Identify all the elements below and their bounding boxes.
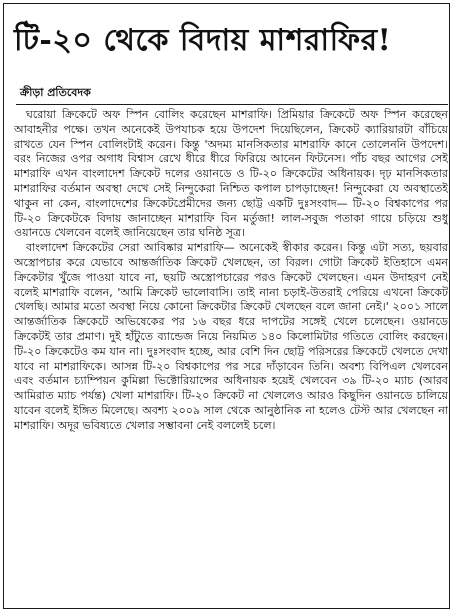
headline: টি-২০ থেকে বিদায় মাশরাফির! <box>14 23 392 58</box>
byline: ক্রীড়া প্রতিবেদক <box>20 86 91 99</box>
article-body <box>14 108 448 606</box>
article-paragraph: বাংলাদেশ ক্রিকেটের সেরা আবিষ্কার মাশরাফি— অনেকেই স্বীকার করেন। কিন্তু এটা সত্য, ছয়বার অস্ত্রোপচার করে যেভাবে আন্তর্জাতিক ক্রিকেট খেলছেন, তা বিরল। গোটা ক্রিকেট ইতিহাসে এমন ক্রিকেটার খুঁজে পাওয়া যাবে না, ছয়টি অস্ত্রোপচারের পরও ক্রিকেট খেলছেন। এমন উদাহরণ নেই বলেই মাশরাফি বলেন, 'আমি ক্রিকেট ভালোবাসি। তাই নানা চড়াই-উতরাই পেরিয়ে এখনো ক্রিকেট খেলছি। আমার মতো অবস্থা নিয়ে কোনো ক্রিকেটার ক্রিকেট খেলছেন বলে জানা নেই।' ২০০১ সালে আন্তর্জাতিক ক্রিকেটে অভিষেকের পর ১৬ বছর ধরে দাপটের সঙ্গেই খেলে চলেছেন। ওয়ানডে ক্রিকেটই তার প্রমাণ। দুই হাঁটুতে ব্যান্ডেজ নিয়ে নিয়মিত ১৪০ কিলোমিটার গতিতে বোলিং করছেন। টি-২০ ক্রিকেটেও কম যান না। দুঃসংবাদ হচ্ছে, আর বেশি দিন ছোট্ট পরিসরের ক্রিকেটে খেলতে দেখা যাবে না মাশরাফিকে। আসন্ন টি-২০ বিশ্বকাপের পর সরে দাঁড়াবেন তিনি। অবশ্য বিপিএল খেলবেন এবং বর্তমান চ্যাম্পিয়ন কুমিল্লা ভিক্টোরিয়ান্সের অধিনায়ক হয়েই খেলবেন ৩৯ টি-২০ ম্যাচ (আরব আমিরাত ম্যাচ পর্যন্ত) খেলা মাশরাফি। টি-২০ ক্রিকেট না খেললেও আরও কিছুদিন ওয়ানডে চালিয়ে যাবেন বলেই ইঙ্গিত মিলেছে। অবশ্য ২০০৯ সাল থেকে আনুষ্ঠানিক না হলেও টেস্ট আর খেলছেন না মাশরাফি। অদূর ভবিষ্যতে খেলার সম্ভাবনা নেই বললেই চলে। <box>14 241 448 432</box>
news-clipping <box>3 3 450 609</box>
article-paragraph: ঘরোয়া ক্রিকেটে অফ স্পিন বোলিং করেছেন মাশরাফি। প্রিমিয়ার ক্রিকেটে অফ স্পিন করেছেন আবাহনীর পক্ষে। তখন অনেকেই উপযাচক হয়ে উপদেশ দিয়েছিলেন, ক্রিকেট ক্যারিয়ারটা বাঁচিয়ে রাখতে যেন স্পিন বোলিংটাই করেন। কিন্তু 'অদম্য মানসিকতার মাশরাফি কানে তোলেননি উপদেশ। বরং নিজের ওপর অগাধ বিশ্বাস রেখে ধীরে ধীরে ফিরিয়ে আনেন ফিটনেস। পাঁচ বছর আগের সেই মাশরাফি এখন বাংলাদেশ ক্রিকেট দলের ওয়ানডে ও টি-২০ ক্রিকেটের অধিনায়ক। দৃঢ় মানসিকতার মাশরাফির বর্তমান অবস্থা দেখে সেই নিন্দুকেরা নিশ্চিত কপাল চাপড়াচ্ছেন! নিন্দুকেরা যে অবস্থাতেই থাকুন না কেন, বাংলাদেশের ক্রিকেটপ্রেমীদের জন্য ছোট্ট একটি দুঃসংবাদ— টি-২০ বিশ্বকাপের পর টি-২০ ক্রিকেটকে বিদায় জানাচ্ছেন মাশরাফি বিন মর্তুজা! লাল-সবুজ পতাকা গায়ে চড়িয়ে শুধু ওয়ানডে খেলবেন বলেই জানিয়েছেন তার ঘনিষ্ঠ সূত্র। <box>14 108 448 240</box>
byline-divider <box>16 104 448 105</box>
